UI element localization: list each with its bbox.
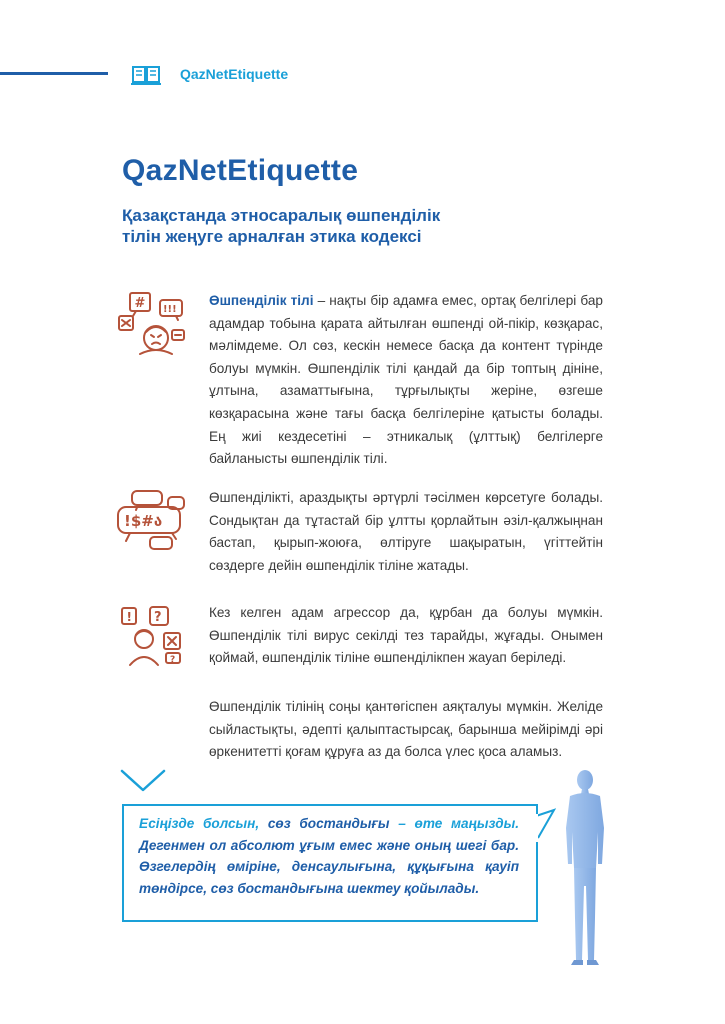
svg-text:!: ! [126,610,132,624]
svg-text:!!!: !!! [163,304,177,315]
header-title: QazNetEtiquette [180,66,289,82]
paragraph-forms: Өшпенділікті, араздықты әртүрлі тәсілмен көрсетуге болады. Сондықтан да тұтастай бір ұлтты қорлайтын әзіл-қалжыңнан бастап, қырып-жоюға, өлтіруге шақыратын, үгіттейтін сөздерге дейін өшпенділік тіліне жатады. [209,490,603,573]
chevron-down-icon [120,769,166,793]
callout-tail [530,808,556,848]
page-subtitle [122,205,542,247]
callout-text-emphasis: сөз бостандығы [267,816,390,831]
callout-text-intro: Есіңізде болсын, [139,816,268,831]
callout-text [139,813,519,899]
paragraph-spread: Кез келген адам агрессор да, құрбан да болуы мүмкін. Өшпенділік тілі вирус секілді тез тарайды, жұғады. Онымен қоймай, өшпенділік тіліне өшпенділікпен жауап беріледі. [209,605,603,666]
paragraph-consequence: Өшпенділік тілінің соңы қантөгіспен аяқталуы мүмкін. Желіде сыйластықты, әдепті қалыптастырсақ, барынша мейірімді әрі өркенитетті қоғам құруға аз да болса үлес қоса аламыз. [209,699,603,760]
callout-text-main: Дегенмен ол абсолют ұғым емес және оның шегі бар. Өзгелердің өміріне, денсаулығына, құқығына қауіп төндірсе, сөз бостандығына шектеу қойылады. [139,837,519,896]
page-title: QazNetEtiquette [122,154,359,187]
callout-text-middle: – өте маңызды. [389,816,519,831]
paragraph-definition [209,290,603,471]
angry-person-symbols-icon [116,290,188,356]
chat-bubbles-symbols-icon [114,489,188,551]
subtitle-line-2: тілін жеңуге арналған этика кодексі [122,227,422,246]
svg-text:?: ? [154,610,162,625]
subtitle-line-1: Қазақстанда этносаралық өшпенділік [122,206,441,225]
svg-text:!$#ა: !$#ა [124,512,163,530]
svg-text:#: # [134,296,146,311]
open-book-icon [131,63,161,85]
confused-person-questions-icon [118,605,186,667]
paragraph-text: – нақты бір адамға емес, ортақ белгілері бар адамдар тобына қарата айтылған өшпенді ой-пікір, көзқарас, мәлімдеме. Ол сөз, кескін немесе басқа да контент түрінде болуы мүмкін. Өшпенділік тілі қандай да бір топтың дініне, ұлтына, азаматтығына, тұрғылықты жеріне, өзгеше көзқарасына және тағы басқа белгілеріне қатысты болады. Ең жиі кездесетіні – этникалық (ұлттық) белгілерге байланысты өшпенділік тілі. [209,293,603,467]
standing-man-silhouette-icon [558,768,612,968]
header-rule [0,72,108,75]
svg-text:?: ? [170,655,176,665]
paragraph-lead-term: Өшпенділік тілі [209,293,314,308]
